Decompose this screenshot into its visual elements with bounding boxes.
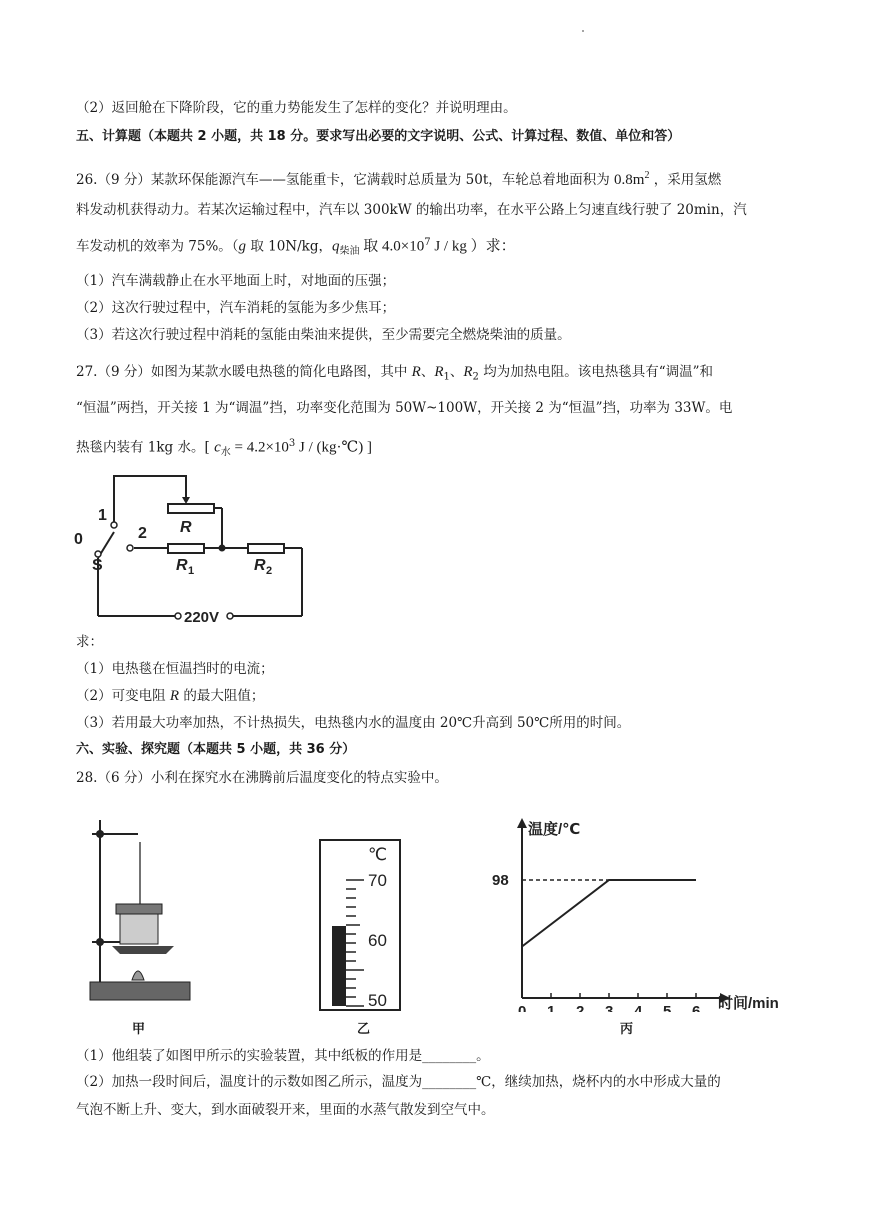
terminal-2 — [127, 545, 133, 551]
power-terminal-right — [227, 613, 233, 619]
x-axis-label: 时间/min — [718, 995, 779, 1012]
label-R: R — [180, 519, 192, 536]
label-R1: R — [176, 557, 188, 574]
cardboard — [116, 904, 162, 914]
q27-ask: 求： — [76, 634, 103, 650]
caption-jia: 甲 — [132, 1022, 146, 1037]
q26-line3: 车发动机的效率为 75%。（g 取 10N/kg，$q_{柴油}$ 取 $4.0\times 10^7$ J / kg ）求： — [76, 237, 516, 258]
resistor-R2 — [248, 544, 284, 553]
q26-text-tail: ，采用氢燃 — [653, 172, 722, 188]
caption-bing: 丙 — [620, 1022, 634, 1037]
unit-label: ℃ — [368, 845, 388, 864]
circuit-diagram — [70, 470, 320, 630]
q27-sub3: （3）若用最大功率加热，不计热损失，电热毯内水的温度由 20℃升高到 50℃所用的时间。 — [76, 715, 631, 731]
x-tick-label-2: 2 — [576, 1003, 585, 1012]
q27-sub2: （2）可变电阻 R 的最大阻值； — [76, 688, 265, 704]
tick-60: 60 — [368, 931, 387, 950]
resistor-R1 — [168, 544, 204, 553]
tick-50: 50 — [368, 991, 387, 1010]
label-S: S — [92, 557, 103, 574]
q28-sub1: （1）他组装了如图甲所示的实验装置，其中纸板的作用是________。 — [76, 1048, 490, 1064]
tick-70: 70 — [368, 871, 387, 890]
q27-line2: “恒温”两挡，开关接 1 为“调温”挡，功率变化范围为 50W~100W，开关接 2 为“恒温”挡，功率为 33W。电 — [76, 400, 733, 416]
label-2: 2 — [138, 525, 147, 542]
x-tick-label-1: 1 — [547, 1003, 556, 1012]
q27-line1: 27.（9 分）如图为某款水暖电热毯的简化电路图，其中 R、$R_1$、$R_2$ 均为加热电阻。该电热毯具有“调温”和 — [76, 364, 714, 383]
mercury-column — [332, 926, 346, 1006]
x-tick-label-3: 3 — [605, 1003, 614, 1012]
power-terminal-left — [175, 613, 181, 619]
label-R2: R — [254, 557, 266, 574]
scan-dot — [582, 30, 584, 32]
wire-top — [114, 476, 186, 522]
slider-arrow — [182, 497, 190, 504]
thermometer-figure — [312, 836, 412, 1012]
section-6-heading: 六、实验、探究题（本题共 5 小题，共 36 分） — [76, 742, 356, 757]
label-R1-sub: 1 — [188, 565, 195, 577]
terminal-1 — [111, 522, 117, 528]
caption-yi: 乙 — [357, 1022, 371, 1037]
temperature-series-line — [522, 880, 696, 947]
label-0: 0 — [74, 531, 83, 548]
alcohol-lamp — [132, 971, 144, 980]
y-axis-label: 温度/℃ — [528, 821, 581, 838]
q26-line2: 料发动机获得动力。若某次运输过程中，汽车以 300kW 的输出功率，在水平公路上匀速直线行驶了 20min，汽 — [76, 202, 747, 218]
base-plate — [90, 982, 190, 1000]
beaker — [120, 914, 158, 944]
q26-sub1: （1）汽车满载静止在水平地面上时，对地面的压强； — [76, 273, 396, 289]
q26-sub2: （2）这次行驶过程中，汽车消耗的氢能为多少焦耳； — [76, 300, 396, 316]
y-axis-arrow — [517, 818, 527, 828]
apparatus-figure — [82, 812, 202, 1012]
label-1: 1 — [98, 507, 107, 524]
x-tick-label-6: 6 — [692, 1003, 701, 1012]
q28-intro: 28.（6 分）小利在探究水在沸腾前后温度变化的特点实验中。 — [76, 770, 448, 786]
x-tick-label-0: 0 — [518, 1003, 527, 1012]
junction-node — [220, 546, 225, 551]
gauze — [112, 946, 174, 954]
x-tick-label-5: 5 — [663, 1003, 672, 1012]
y-tick-label-98: 98 — [492, 872, 509, 889]
q27-sub1: （1）电热毯在恒温挡时的电流； — [76, 661, 274, 677]
q26-line1 — [76, 166, 721, 190]
x-tick-label-4: 4 — [634, 1003, 643, 1012]
temperature-time-chart — [490, 812, 800, 1012]
scale-ticks — [346, 880, 364, 1006]
q27-line3: 热毯内装有 1kg 水。[ $c_水 = 4.2\times 10^3$ J / (kg·℃) ] — [76, 438, 373, 459]
q26-sub3: （3）若这次行驶过程中消耗的氢能由柴油来提供，至少需要完全燃烧柴油的质量。 — [76, 327, 571, 343]
q26-area: $0.8m^2$ — [614, 170, 650, 188]
resistor-R — [168, 504, 214, 513]
q26-text: 26.（9 分）某款环保能源汽车——氢能重卡，它满载时总质量为 50t，车轮总着地面积为 — [76, 172, 610, 188]
q28-sub2-cont: 气泡不断上升、变大，到水面破裂开来，里面的水蒸气散发到空气中。 — [76, 1102, 495, 1118]
section-5-heading: 五、计算题（本题共 2 小题，共 18 分。要求写出必要的文字说明、公式、计算过程、数值、单位和答） — [76, 129, 681, 144]
q25-part2: （2）返回舱在下降阶段，它的重力势能发生了怎样的变化？并说明理由。 — [76, 100, 517, 116]
label-voltage: 220V — [184, 609, 220, 626]
label-R2-sub: 2 — [266, 565, 273, 577]
q28-sub2: （2）加热一段时间后，温度计的示数如图乙所示，温度为________℃，继续加热，烧杯内的水中形成大量的 — [76, 1074, 721, 1090]
